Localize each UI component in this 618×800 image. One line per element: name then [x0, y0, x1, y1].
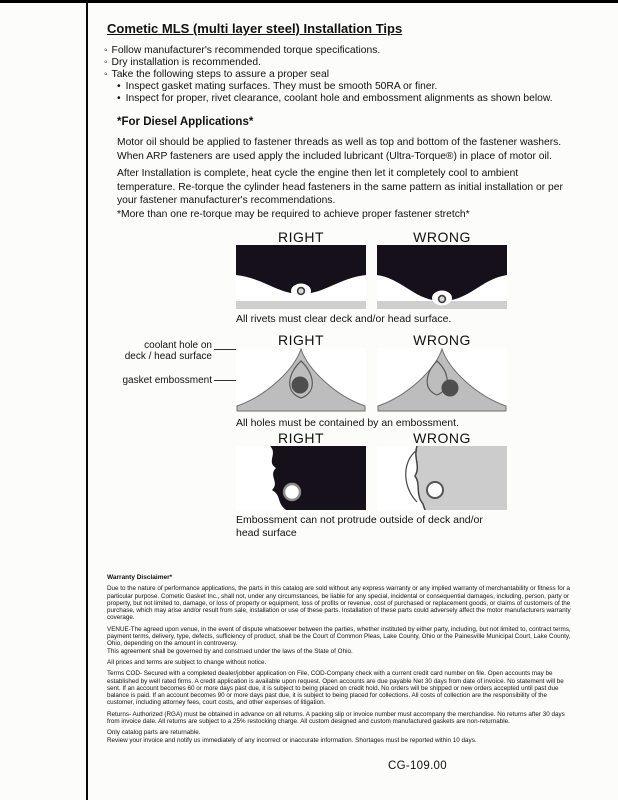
warranty-paragraph-returns: Returns- Authorized (RGA) must be obtained in advance on all returns. A packing slip or invoice number must accompany the merchandise. No returns after 30 days from invoice date. All returns are subject to a 25% restocking charge. All custom designed and custom manufactured gaskets are non-returnable.	[107, 710, 565, 726]
warranty-paragraph-review-invoice: Review your invoice and notify us immediately of any incorrect or inaccurate information. Shortages must be reported within 10 days.	[107, 736, 477, 744]
diesel-retorque-note: *More than one re-torque may be required to achieve proper fastener stretch*	[117, 209, 470, 220]
row3-wrong-header: WRONG	[413, 430, 471, 446]
bullet-dry-installation: ◦ Dry installation is recommended.	[104, 57, 261, 68]
diesel-applications-heading: *For Diesel Applications*	[117, 116, 254, 128]
row2-right-header: RIGHT	[277, 332, 325, 348]
row1-caption: All rivets must clear deck and/or head surface.	[236, 313, 452, 325]
warranty-paragraph-governing-law: This agreement shall be governed by and construed under the laws of the State of Ohio.	[107, 647, 353, 655]
row2-wrong-header: WRONG	[413, 332, 471, 348]
diesel-paragraph-heat-cycle: After Installation is complete, heat cycle the engine then let it completely cool to ambient temperature. Re-torque the cylinder head fasteners in the same pattern as initial installation or per your fastener manufacturer's recommendations.	[117, 168, 563, 206]
warranty-paragraph-catalog-parts: Only catalog parts are returnable.	[107, 729, 201, 737]
subbullet-inspect-alignments: • Inspect for proper, rivet clearance, coolant hole and embossment alignments as shown below.	[117, 93, 553, 104]
bullet-proper-seal: ◦ Take the following steps to assure a proper seal	[104, 69, 329, 80]
coolant-hole-label-line2: deck / head surface	[124, 351, 212, 362]
coolant-hole-label-line1: coolant hole on	[144, 340, 212, 351]
page-number: CG-109.00	[388, 760, 447, 772]
gasket-embossment-label: gasket embossment	[122, 375, 212, 386]
warranty-disclaimer-section	[107, 574, 575, 748]
row1-wrong-header: WRONG	[413, 229, 471, 245]
row1-right-header: RIGHT	[277, 229, 325, 245]
bullet-torque-specs: ◦ Follow manufacturer's recommended torque specifications.	[104, 45, 380, 56]
warranty-paragraph-venue: VENUE-The agreed upon venue, in the event of dispute whatsoever between the parties, whether instituted by either party, including, but not limited to, contract terms, payment terms, delivery, type, defects, sufficiency of product, shall be the Court of Common Pleas, Lake County, Ohio or the Painesville Municipal Court, Lake County, Ohio, depending on the amount in controversy.	[107, 625, 571, 648]
page-top-rule	[0, 0, 618, 3]
row3-caption: Embossment can not protrude outside of deck and/or head surface	[236, 514, 483, 539]
row2-caption: All holes must be contained by an embossment.	[236, 417, 459, 429]
diagram-row3-right-embossment-inside	[236, 446, 366, 510]
diagram-row1-right-rivet-clear	[236, 245, 366, 309]
diagram-row2-right-hole-contained	[236, 348, 366, 412]
diagram-row2-wrong-hole-outside	[377, 348, 507, 412]
row3-right-header: RIGHT	[277, 430, 325, 446]
page-left-rule	[86, 0, 88, 800]
warranty-paragraph-terms-cod: Terms COD- Secured with a completed dealer/jobber application on File, COD-Company check with a current credit card number on file. Open accounts may be established by well rated firms. A credit application is available upon request. Open accounts are due payable Net 30 days from date of invoice. No statement will be sent. If an account becomes 60 or more days past due, it is subject to being placed on credit hold. No orders will be shipped or new orders accepted until past due balance is paid. If an account becomes 90 or more days past due, it is subject to being placed for collections. All costs of collection are the responsibility of the customer, including attorney fees, court costs, and other expenses of litigation.	[107, 670, 564, 707]
diagram-row3-wrong-embossment-protruding	[377, 446, 507, 510]
warranty-heading: Warranty Disclaimer*	[107, 574, 173, 581]
diagram-row1-wrong-rivet-touching	[377, 245, 507, 309]
diesel-paragraph-motor-oil: Motor oil should be applied to fastener threads as well as top and bottom of the fastener washers. When ARP fasteners are used apply the included lubricant (Ultra-Torque®) in place of motor oil.	[117, 137, 562, 162]
warranty-paragraph-prices: All prices and terms are subject to change without notice.	[107, 658, 267, 666]
page-title: Cometic MLS (multi layer steel) Installation Tips	[107, 21, 403, 36]
warranty-paragraph-liability: Due to the nature of performance applications, the parts in this catalog are sold without any express warranty or any implied warranty of merchantability or fitness for a particular purpose. Cometic Gasket Inc., shall not, under any circumstances, be liable for any special, incidental or consequential damages, including, person, party or property, but not limited to, damage, or loss of property or equipment, loss of profits or revenue, cost of purchased or replacement goods, or claims of customers of the purchase, which may arise and/or result from sale, installation or use of these parts. Installation of these parts could adversely affect the motor manufacturers warranty coverage.	[107, 585, 571, 622]
subbullet-inspect-surfaces: • Inspect gasket mating surfaces. They must be smooth 50RA or finer.	[117, 81, 437, 92]
